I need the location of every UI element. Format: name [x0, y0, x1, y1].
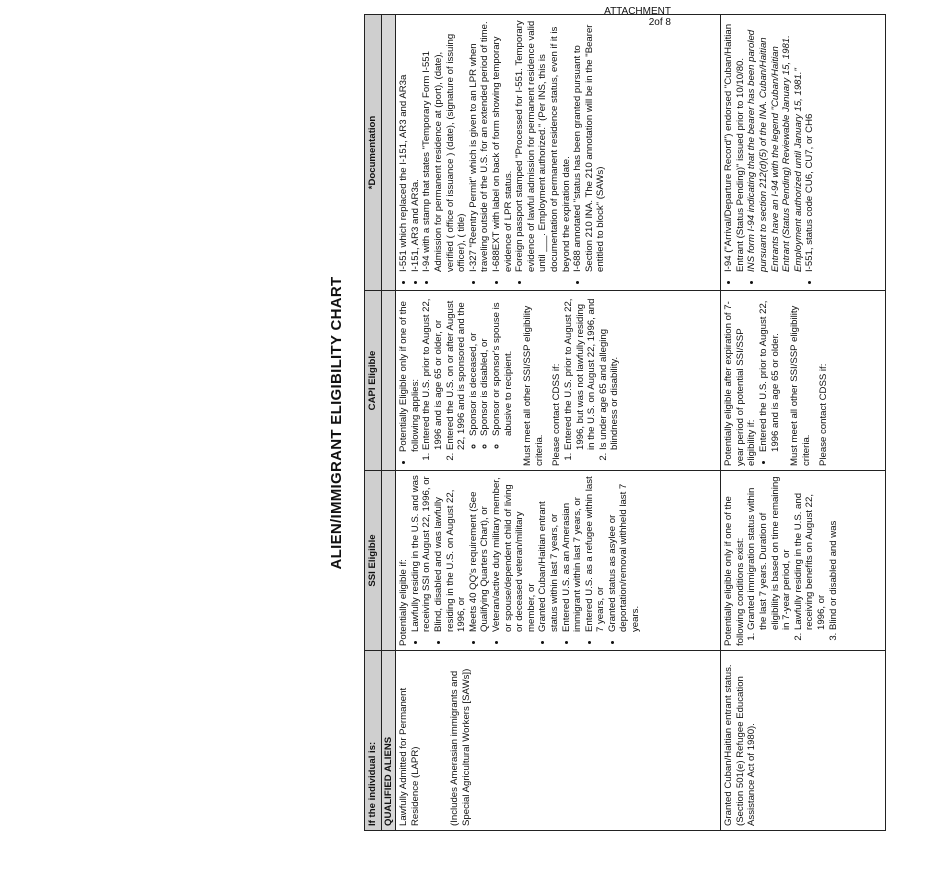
section-label: QUALIFIED ALIENS — [381, 651, 396, 831]
list-item: • Granted status as asylee or deportation/removal withheld last 7 years. — [607, 475, 642, 632]
lapr-capi-must: Must meet all other SSI/SSP eligibility criteria. — [522, 305, 545, 466]
list-item: • I-94 ("Arrival/Departure Record") endorsed "Cuban/Haitian Entrant (Status Pending)" issued prior to 10/10/80. — [723, 19, 746, 272]
lapr-doc-cell — [396, 15, 721, 291]
list-item: • Meets 40 QQ's requirement (See Qualifying Quarters Chart), or — [468, 475, 491, 632]
cuban-ssi-cell — [721, 471, 886, 651]
page-number: 2of 8 — [648, 17, 671, 28]
header-individual: If the individual is: — [365, 651, 382, 831]
list-item: 1. Entered the U.S. prior to August 22, 1996 and is age 65 or older, or — [421, 295, 444, 450]
table-row-cuban-haitian — [721, 15, 886, 831]
list-item: • I-94 with a stamp that states "Temporary Form I-551 Admission for permanent residence at (port), (date), verified ( office of issuance ) (date), (signature of issuing officer), ( title) — [421, 19, 467, 272]
rotated-page — [324, 0, 931, 851]
list-item: ◦ Sponsor or sponsor's spouse is abusive to recipient. — [491, 295, 514, 436]
cuban-capi-cell — [721, 291, 886, 471]
list-item: • INS form I-94 indicating that the bearer has been paroled pursuant to section 212(d)(5) of the INA. Cuban/Haitian Entrants have an I-94 with the legend "Cuban/Haitian Entrant (Status Pending) Reviewable January 15, 1981. Employment authorized until January 15, 1981." — [746, 19, 804, 272]
eligibility-table — [364, 14, 886, 831]
list-item: 2. Lawfully residing in the U.S. and receiving benefits on August 22, 1996, or — [793, 475, 828, 630]
header-capi: CAPI Eligible — [365, 291, 382, 471]
list-item: • I-688 annotated "status has been granted pursuant to Section 210 INA. The 210 annotation will be in the "Bearer entitled to block" (SAWs) — [572, 19, 607, 272]
list-item: 2. Is under age 65 and alleging blindness or disability. — [598, 295, 621, 450]
lapr-status-cell — [396, 651, 721, 831]
list-item: ◦ Sponsor is disabled, or — [479, 295, 491, 436]
cuban-ssi-list — [746, 475, 839, 646]
header-documentation: *Documentation — [365, 15, 382, 291]
chart-title: ALIEN/IMMIGRANT ELIGIBILITY CHART — [328, 276, 345, 570]
lapr-note: (Includes Amerasian immigrants and Special Agricultural Workers [SAWs]) — [449, 668, 472, 826]
list-item: • Entered U.S. as a refugee within last 7 years, or — [584, 475, 607, 632]
list-item: • I-327 "Reentry Permit" which is given to an LPR when traveling outside of the U.S. for an extended period of time. — [468, 19, 491, 272]
list-item: • Foreign passport stamped "Processed for I-551. Temporary evidence of lawful admission for permanent residence valid until ___. Employment authorized." (Per INS, this is documentation of permanent residence status, even if it is beyond the expiration date. — [514, 19, 572, 272]
cuban-doc-cell — [721, 15, 886, 291]
lapr-capi-cell — [396, 291, 721, 471]
lapr-ssi-list — [410, 475, 642, 646]
cuban-status-cell — [721, 651, 886, 831]
cuban-ssi-intro: Potentially eligible only if one of the following conditions exist: — [723, 496, 746, 646]
attachment-title: ATTACHMENT — [604, 6, 671, 17]
list-item: • Blind, disabled and was lawfully residing in the U.S. on August 22, 1996, or — [433, 475, 468, 632]
list-item: • Potentially Eligible only if one of the following applies: — [398, 295, 421, 452]
list-item: 1. Entered the U.S. prior to August 22, 1996, but was not lawfully residing in the U.S. on August 22, 1996, and — [563, 295, 598, 450]
list-item: 1. Granted immigration status within the last 7 years. Duration of eligibility is based on time remaining in 7-year period, or — [746, 475, 792, 630]
list-item: • I-551, status code CU6, CU7, or CH6 — [804, 19, 816, 272]
list-item: 3. Blind or disabled and was — [828, 475, 840, 630]
header-ssi: SSI Eligible — [365, 471, 382, 651]
cuban-capi-intro: Potentially eligible after expiration of 7-year period of potential SSI/SSP eligibility if: — [723, 301, 758, 466]
cuban-title: Granted Cuban/Haitian entrant status. (Section 501(e) Refugee Education Assistance Act of 1980). — [723, 664, 758, 826]
list-item: 2. Entered the U.S. on or after August 22, 1996 and is sponsored and the ◦ Sponsor is deceased, or ◦ Sponsor is disabled, or ◦ Sponsor or sponsor's spouse is abusive to recipient. — [445, 295, 515, 450]
lapr-doc-list — [398, 19, 607, 286]
section-row — [381, 15, 396, 831]
lapr-title: Lawfully Admitted for Permanent Residence (LAPR) — [398, 687, 421, 826]
table-row-lapr — [396, 15, 721, 831]
list-item: • Granted Cuban/Haitian entrant status within last 7 years, or — [537, 475, 560, 632]
lapr-ssi-intro: Potentially eligible if: — [398, 559, 410, 646]
header-row — [365, 15, 382, 831]
lapr-capi-contact: Please contact CDSS if: — [551, 363, 563, 466]
cuban-capi-must: Must meet all other SSI/SSP eligibility criteria. — [789, 305, 812, 466]
cuban-capi-contact: Please contact CDSS if: — [818, 363, 830, 466]
list-item: • Entered the U.S. prior to August 22, 1996 and is age 65 or older. — [758, 295, 781, 452]
list-item: • Veteran/active duty military member, or spouse/dependent child of living or deceased veteran/military member, or — [491, 475, 537, 632]
list-item: • I-688EXT with label on back of form showing temporary evidence of LPR status. — [491, 19, 514, 272]
cuban-doc-list — [723, 19, 816, 286]
lapr-ssi-cell — [396, 471, 721, 651]
list-item: • I-151, AR3 and AR3a. — [410, 19, 422, 272]
list-item: • Entered U.S. as an Amerasian immigrant within last 7 years, or — [561, 475, 584, 632]
list-item: • I-551 which replaced the I-151, AR3 and AR3a — [398, 19, 410, 272]
list-item: • Lawfully residing in the U.S. and was receiving SSI on August 22, 1996, or — [410, 475, 433, 632]
list-item: ◦ Sponsor is deceased, or — [468, 295, 480, 436]
